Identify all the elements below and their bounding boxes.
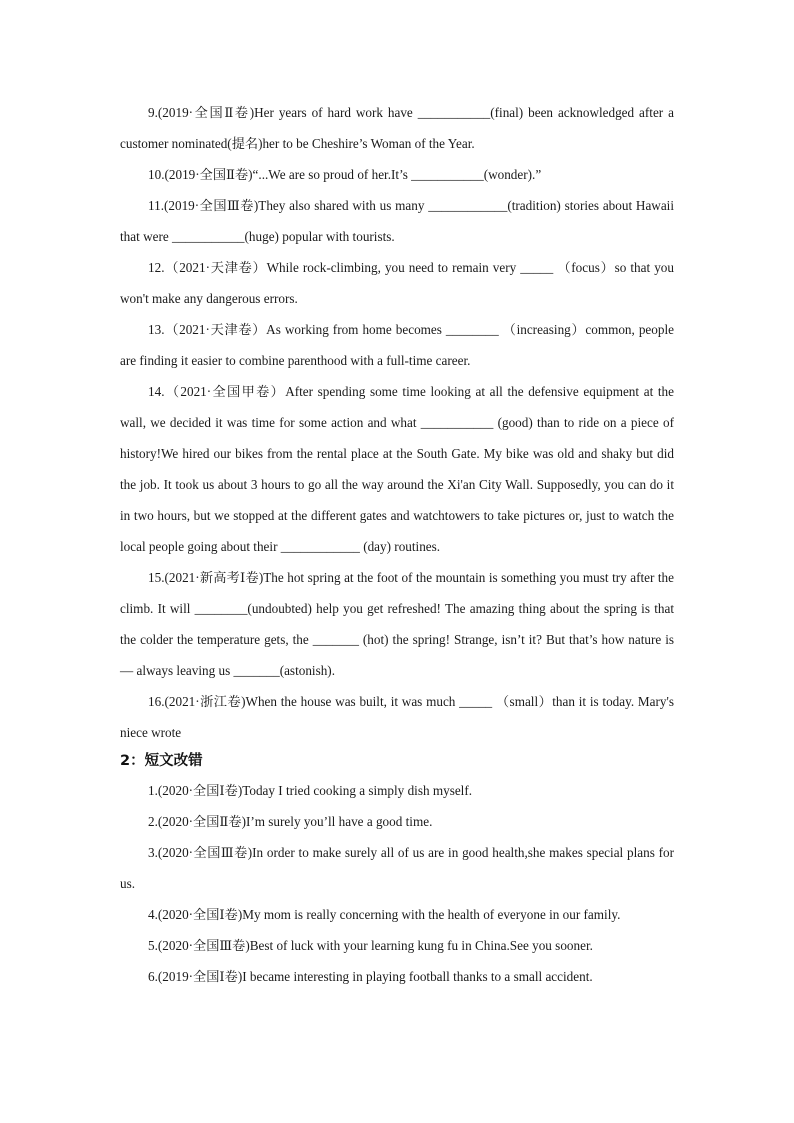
question-13: 13.（2021·天津卷）As working from home becomes ________ （increasing）common, people are finding it easier to combine parenthood with a full-time career.: [120, 322, 674, 368]
exercise-section-fill-blank: [120, 97, 674, 748]
correction-item-1: 1.(2020·全国Ⅰ卷)Today I tried cooking a simply dish myself.: [148, 783, 473, 798]
document-body: [120, 97, 674, 992]
question-10: 10.(2019·全国Ⅱ卷)“...We are so proud of her.It’s ___________(wonder).”: [148, 167, 542, 182]
exercise-section-error-correction: [120, 750, 674, 992]
correction-item-3: 3.(2020·全国Ⅲ卷)In order to make surely all of us are in good health,she makes special plans for us.: [120, 845, 674, 891]
correction-item-5: 5.(2020·全国Ⅲ卷)Best of luck with your learning kung fu in China.See you sooner.: [148, 938, 593, 953]
question-11: 11.(2019·全国Ⅲ卷)They also shared with us many ____________(tradition) stories about Hawaii that were ___________(huge) popular with tourists.: [120, 198, 674, 244]
correction-item-4: 4.(2020·全国Ⅰ卷)My mom is really concerning with the health of everyone in our family.: [148, 907, 621, 922]
correction-item-2: 2.(2020·全国Ⅱ卷)I’m surely you’ll have a good time.: [148, 814, 433, 829]
section-heading: 2：短文改错: [120, 753, 203, 769]
question-15: 15.(2021·新高考Ⅰ卷)The hot spring at the foot of the mountain is something you must try after the climb. It will ________(undoubted) help you get refreshed! The amazing thing about the spring is that the colder the temperature gets, the _______ (hot) the spring! Strange, isn’t it? But that’s how nature is — always leaving us _______(astonish).: [120, 570, 674, 678]
question-9: 9.(2019·全国Ⅱ卷)Her years of hard work have ___________(final) been acknowledged after a customer nominated(提名)her to be Cheshire’s Woman of the Year.: [120, 105, 674, 151]
question-14: 14.（2021·全国甲卷）After spending some time looking at all the defensive equipment at the wall, we decided it was time for some action and what ___________ (good) than to ride on a piece of history!We hired our bikes from the rental place at the South Gate. My bike was old and shaky but did the job. It took us about 3 hours to go all the way around the Xi'an City Wall. Supposedly, you can do it in two hours, but we stopped at the different gates and watchtowers to take pictures or, just to watch the local people going about their ____________ (day) routines.: [120, 384, 674, 554]
correction-item-6: 6.(2019·全国Ⅰ卷)I became interesting in playing football thanks to a small accident.: [148, 969, 593, 984]
question-12: 12.（2021·天津卷）While rock-climbing, you need to remain very _____ （focus）so that you won't make any dangerous errors.: [120, 260, 674, 306]
question-16: 16.(2021·浙江卷)When the house was built, it was much _____ （small）than it is today. Mary's niece wrote: [120, 694, 674, 740]
